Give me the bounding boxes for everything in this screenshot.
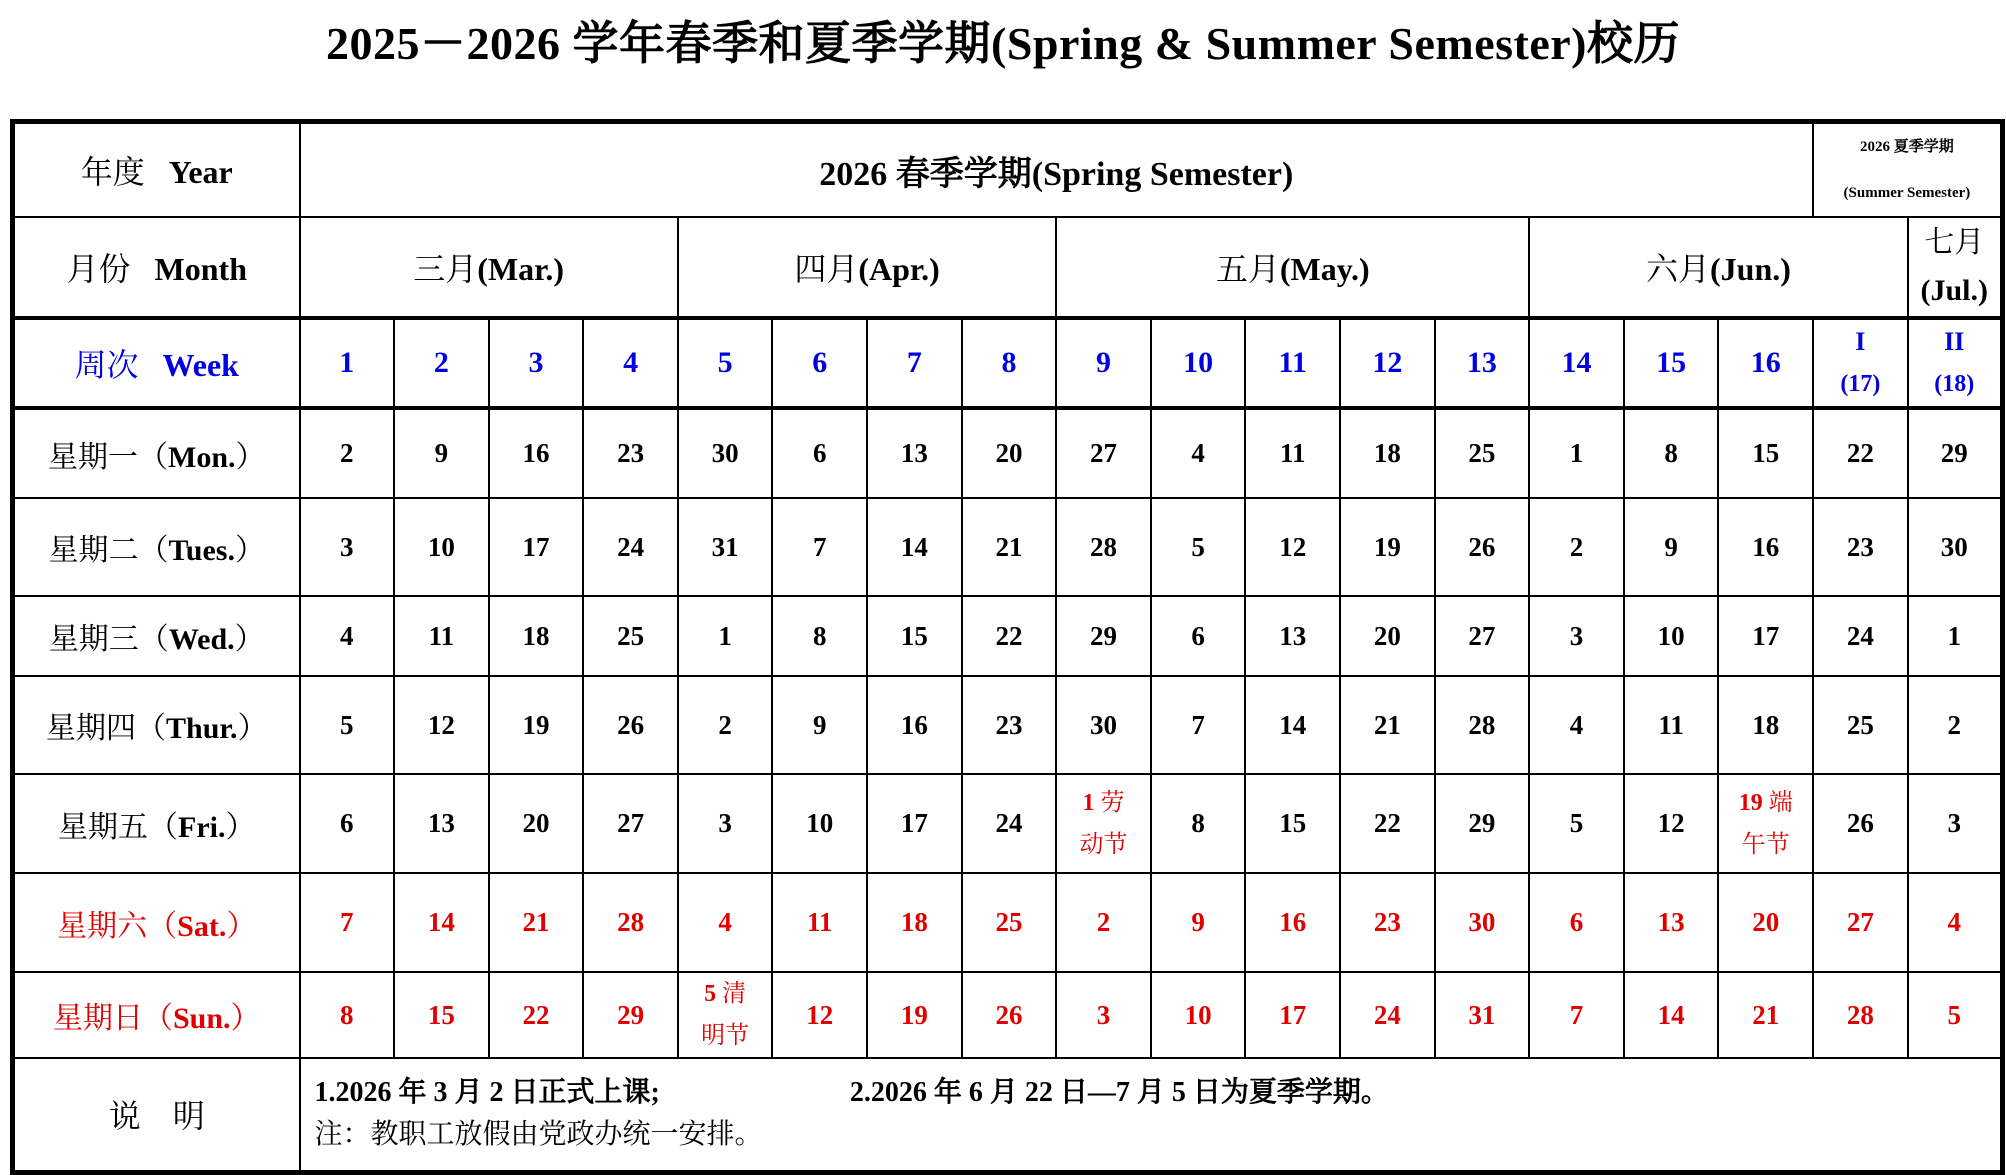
date-cell: 2 — [678, 676, 773, 774]
date-cell: 9 — [1151, 873, 1246, 972]
date-cell: 12 — [1624, 774, 1719, 873]
date-cell: 4 — [678, 873, 773, 972]
date-cell: 11 — [772, 873, 867, 972]
week-number: 16 — [1718, 318, 1813, 408]
date-cell: 13 — [394, 774, 489, 873]
date-cell: 22 — [1340, 774, 1435, 873]
day-row — [13, 408, 2003, 498]
date-cell: 24 — [962, 774, 1057, 873]
month-header-1: 四月(Apr.) — [678, 217, 1056, 318]
month-row — [13, 217, 2003, 318]
date-cell: 17 — [1245, 972, 1340, 1058]
holiday-cell: 1 劳 动节 — [1056, 774, 1151, 873]
date-cell: 21 — [1718, 972, 1813, 1058]
date-cell: 21 — [489, 873, 584, 972]
date-cell: 19 — [867, 972, 962, 1058]
date-cell: 20 — [962, 408, 1057, 498]
date-cell: 22 — [962, 596, 1057, 676]
day-row — [13, 873, 2003, 972]
day-row — [13, 498, 2003, 596]
date-cell: 1 — [1529, 408, 1624, 498]
day-label: 星期六（Sat.） — [13, 873, 300, 972]
year-row — [13, 122, 2003, 218]
date-cell: 25 — [1435, 408, 1530, 498]
date-cell: 16 — [1245, 873, 1340, 972]
date-cell: 28 — [1813, 972, 1908, 1058]
notes-label: 说 明 — [13, 1058, 300, 1172]
date-cell: 20 — [489, 774, 584, 873]
date-cell: 28 — [1056, 498, 1151, 596]
date-cell: 4 — [300, 596, 395, 676]
date-cell: 30 — [1056, 676, 1151, 774]
week-number: 10 — [1151, 318, 1246, 408]
date-cell: 23 — [962, 676, 1057, 774]
date-cell: 3 — [1908, 774, 2003, 873]
date-cell: 24 — [1340, 972, 1435, 1058]
day-label: 星期四（Thur.） — [13, 676, 300, 774]
date-cell: 26 — [1813, 774, 1908, 873]
date-cell: 15 — [1718, 408, 1813, 498]
day-row — [13, 596, 2003, 676]
date-cell: 19 — [1340, 498, 1435, 596]
date-cell: 21 — [1340, 676, 1435, 774]
holiday-cell: 19 端 午节 — [1718, 774, 1813, 873]
note-staff: 注：教职工放假由党政办统一安排。 — [314, 1119, 763, 1151]
calendar-table — [10, 119, 2005, 1175]
date-cell: 16 — [867, 676, 962, 774]
note-2: 2.2026 年 6 月 22 日—7 月 5 日为夏季学期。 — [849, 1077, 1389, 1109]
month-header-0: 三月(Mar.) — [300, 217, 678, 318]
date-cell: 21 — [962, 498, 1057, 596]
notes-row — [13, 1058, 2003, 1172]
week-number: 3 — [489, 318, 584, 408]
date-cell: 27 — [583, 774, 678, 873]
date-cell: 17 — [1718, 596, 1813, 676]
date-cell: 6 — [1529, 873, 1624, 972]
date-cell: 13 — [1624, 873, 1719, 972]
date-cell: 28 — [583, 873, 678, 972]
date-cell: 9 — [394, 408, 489, 498]
notes-content — [300, 1058, 2003, 1172]
date-cell: 1 — [1908, 596, 2003, 676]
date-cell: 29 — [1435, 774, 1530, 873]
date-cell: 12 — [1245, 498, 1340, 596]
date-cell: 25 — [962, 873, 1057, 972]
year-label: 年度 Year — [13, 122, 300, 218]
date-cell: 18 — [1718, 676, 1813, 774]
date-cell: 28 — [1435, 676, 1530, 774]
date-cell: 6 — [300, 774, 395, 873]
day-label: 星期日（Sun.） — [13, 972, 300, 1058]
date-cell: 7 — [772, 498, 867, 596]
date-cell: 3 — [1529, 596, 1624, 676]
date-cell: 9 — [772, 676, 867, 774]
month-label: 月份 Month — [13, 217, 300, 318]
date-cell: 30 — [1435, 873, 1530, 972]
date-cell: 18 — [489, 596, 584, 676]
date-cell: 25 — [1813, 676, 1908, 774]
date-cell: 5 — [1151, 498, 1246, 596]
week-number: 15 — [1624, 318, 1719, 408]
date-cell: 15 — [1245, 774, 1340, 873]
date-cell: 3 — [300, 498, 395, 596]
date-cell: 4 — [1529, 676, 1624, 774]
date-cell: 12 — [394, 676, 489, 774]
date-cell: 20 — [1340, 596, 1435, 676]
note-1: 1.2026 年 3 月 2 日正式上课; — [314, 1077, 660, 1109]
date-cell: 22 — [1813, 408, 1908, 498]
date-cell: 11 — [1245, 408, 1340, 498]
date-cell: 22 — [489, 972, 584, 1058]
date-cell: 16 — [489, 408, 584, 498]
date-cell: 23 — [1340, 873, 1435, 972]
date-cell: 23 — [1813, 498, 1908, 596]
date-cell: 25 — [583, 596, 678, 676]
date-cell: 18 — [1340, 408, 1435, 498]
spring-semester-header: 2026 春季学期(Spring Semester) — [300, 122, 1814, 218]
date-cell: 6 — [1151, 596, 1246, 676]
summer-week-number: II (18) — [1908, 318, 2003, 408]
date-cell: 27 — [1435, 596, 1530, 676]
date-cell: 27 — [1056, 408, 1151, 498]
date-cell: 2 — [300, 408, 395, 498]
week-number: 6 — [772, 318, 867, 408]
date-cell: 3 — [1056, 972, 1151, 1058]
date-cell: 29 — [1056, 596, 1151, 676]
date-cell: 3 — [678, 774, 773, 873]
week-label: 周次 Week — [13, 318, 300, 408]
month-header-3: 六月(Jun.) — [1529, 217, 1907, 318]
date-cell: 16 — [1718, 498, 1813, 596]
date-cell: 10 — [1624, 596, 1719, 676]
month-header-4: 七月 (Jul.) — [1908, 217, 2003, 318]
date-cell: 24 — [583, 498, 678, 596]
week-number: 11 — [1245, 318, 1340, 408]
date-cell: 30 — [678, 408, 773, 498]
week-row — [13, 318, 2003, 408]
date-cell: 7 — [1529, 972, 1624, 1058]
date-cell: 10 — [1151, 972, 1246, 1058]
date-cell: 7 — [1151, 676, 1246, 774]
date-cell: 5 — [1908, 972, 2003, 1058]
date-cell: 27 — [1813, 873, 1908, 972]
day-row — [13, 972, 2003, 1058]
day-row — [13, 676, 2003, 774]
date-cell: 6 — [772, 408, 867, 498]
date-cell: 20 — [1718, 873, 1813, 972]
date-cell: 11 — [1624, 676, 1719, 774]
date-cell: 8 — [300, 972, 395, 1058]
date-cell: 30 — [1908, 498, 2003, 596]
day-label: 星期一（Mon.） — [13, 408, 300, 498]
date-cell: 14 — [394, 873, 489, 972]
week-number: 8 — [962, 318, 1057, 408]
date-cell: 5 — [1529, 774, 1624, 873]
date-cell: 8 — [1151, 774, 1246, 873]
day-label: 星期五（Fri.） — [13, 774, 300, 873]
date-cell: 8 — [772, 596, 867, 676]
date-cell: 17 — [867, 774, 962, 873]
page-title: 2025－2026 学年春季和夏季学期(Spring & Summer Semester)校历 — [326, 18, 1680, 69]
date-cell: 10 — [394, 498, 489, 596]
date-cell: 9 — [1624, 498, 1719, 596]
date-cell: 15 — [867, 596, 962, 676]
date-cell: 2 — [1529, 498, 1624, 596]
date-cell: 14 — [1245, 676, 1340, 774]
date-cell: 1 — [678, 596, 773, 676]
week-number: 7 — [867, 318, 962, 408]
date-cell: 15 — [394, 972, 489, 1058]
date-cell: 12 — [772, 972, 867, 1058]
week-number: 5 — [678, 318, 773, 408]
summer-week-number: I (17) — [1813, 318, 1908, 408]
date-cell: 29 — [1908, 408, 2003, 498]
week-number: 2 — [394, 318, 489, 408]
date-cell: 13 — [867, 408, 962, 498]
date-cell: 4 — [1908, 873, 2003, 972]
date-cell: 14 — [867, 498, 962, 596]
date-cell: 8 — [1624, 408, 1719, 498]
week-number: 13 — [1435, 318, 1530, 408]
date-cell: 24 — [1813, 596, 1908, 676]
date-cell: 26 — [583, 676, 678, 774]
date-cell: 2 — [1908, 676, 2003, 774]
holiday-cell: 5 清 明节 — [678, 972, 773, 1058]
week-number: 4 — [583, 318, 678, 408]
date-cell: 31 — [678, 498, 773, 596]
date-cell: 26 — [962, 972, 1057, 1058]
week-number: 12 — [1340, 318, 1435, 408]
date-cell: 26 — [1435, 498, 1530, 596]
date-cell: 13 — [1245, 596, 1340, 676]
date-cell: 18 — [867, 873, 962, 972]
day-label: 星期三（Wed.） — [13, 596, 300, 676]
date-cell: 17 — [489, 498, 584, 596]
week-number: 9 — [1056, 318, 1151, 408]
date-cell: 19 — [489, 676, 584, 774]
day-label: 星期二（Tues.） — [13, 498, 300, 596]
date-cell: 10 — [772, 774, 867, 873]
month-header-2: 五月(May.) — [1056, 217, 1529, 318]
date-cell: 11 — [394, 596, 489, 676]
date-cell: 7 — [300, 873, 395, 972]
day-row — [13, 774, 2003, 873]
date-cell: 23 — [583, 408, 678, 498]
summer-semester-header: 2026 夏季学期 (Summer Semester) — [1813, 122, 2002, 218]
week-number: 1 — [300, 318, 395, 408]
date-cell: 14 — [1624, 972, 1719, 1058]
date-cell: 5 — [300, 676, 395, 774]
week-number: 14 — [1529, 318, 1624, 408]
date-cell: 2 — [1056, 873, 1151, 972]
date-cell: 4 — [1151, 408, 1246, 498]
date-cell: 29 — [583, 972, 678, 1058]
date-cell: 31 — [1435, 972, 1530, 1058]
